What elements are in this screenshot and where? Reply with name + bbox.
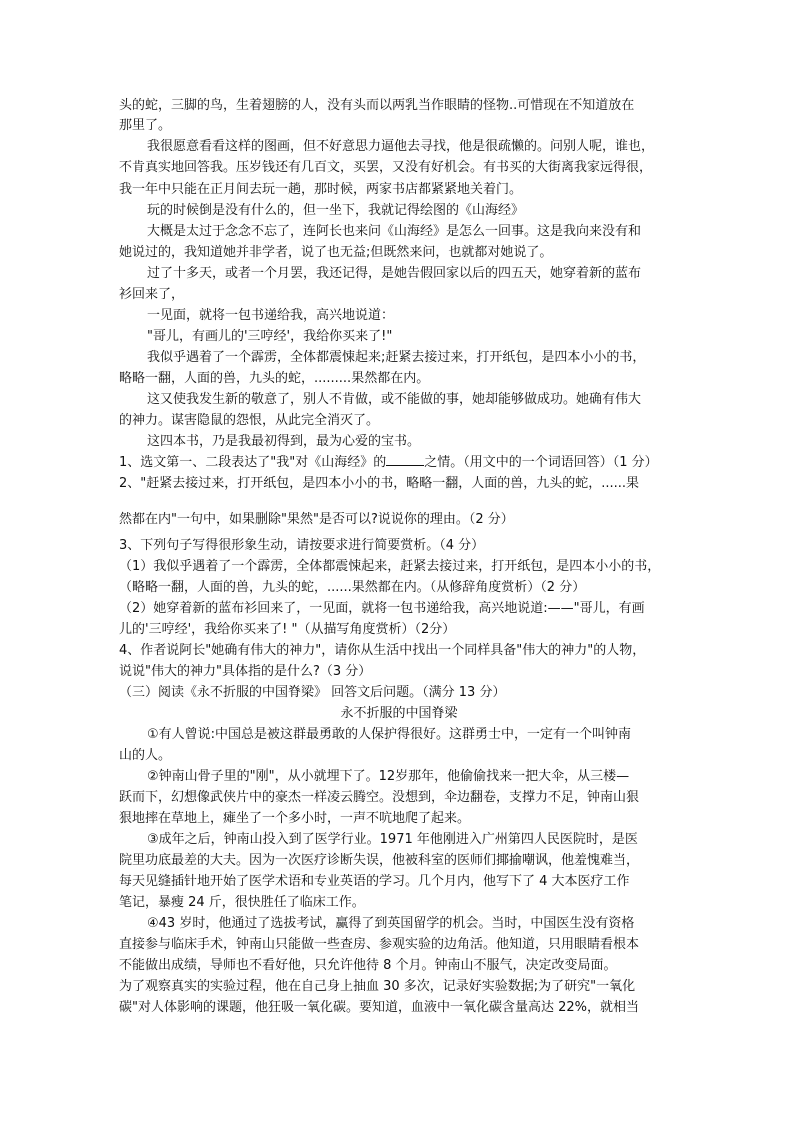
text-line: 她说过的，我知道她并非学者，说了也无益;但既然来问，也就都对她说了。 bbox=[119, 245, 553, 260]
text-line: 院里功底最差的大夫。因为一次医疗诊断失误，他被科室的医师们揶揄嘲讽，他羞愧难当， bbox=[119, 853, 640, 868]
text-line: 衫回来了， bbox=[119, 287, 185, 302]
text-line: 笔记，暴瘦 24 斤，很快胜任了临床工作。 bbox=[119, 895, 365, 910]
text-line: 不能做出成绩，导师也不看好他，只允许他待 8 个月。钟南山不服气，决定改变局面。 bbox=[119, 958, 617, 973]
text-line: 这又使我发生新的敬意了，别人不肯做，或不能做的事，她却能够做成功。她确有伟大 bbox=[147, 392, 642, 407]
text-line: 我很愿意看看这样的图画，但不好意思力逼他去寻找，他是很疏懒的。问别人呢，谁也， bbox=[147, 139, 655, 154]
answer-blank bbox=[386, 453, 424, 466]
text-line: （略略一翻，人面的兽，九头的蛇，......果然都在内。（从修辞角度赏析）（2 分） bbox=[119, 580, 586, 595]
text-line: "哥儿，有画儿的'三哼经'，我给你买来了!" bbox=[147, 329, 393, 344]
text-line: 略略一翻，人面的兽，九头的蛇，.........果然都在内。 bbox=[119, 371, 430, 386]
text-line: 头的蛇，三脚的鸟，生着翅膀的人，没有头而以两乳当作眼睛的怪物..可惜现在不知道放在 bbox=[119, 98, 635, 113]
text-line: 过了十多天，或者一个月罢，我还记得，是她告假回家以后的四五天，她穿着新的蓝布 bbox=[147, 266, 642, 281]
text-line: 每天见缝插针地开始了医学术语和专业英语的学习。几个月内，他写下了 4 大本医疗工作 bbox=[119, 874, 630, 889]
text-line: 大概是太过于念念不忘了，连阿长也来问《山海经》是怎么一回事。这是我向来没有和 bbox=[147, 224, 642, 239]
text-line: （2）她穿着新的蓝布衫回来了，一见面，就将一包书递给我，高兴地说道:——"哥儿，有画 bbox=[119, 601, 645, 616]
text-line: ③成年之后，钟南山投入到了医学行业。1971 年他刚进入广州第四人民医院时，是医 bbox=[147, 832, 638, 847]
text-line: 说说"伟大的神力"具体指的是什么?（3 分） bbox=[119, 664, 372, 679]
question-1 bbox=[119, 453, 679, 473]
section-heading: （三）阅读《永不折服的中国脊梁》 回答文后问题。（满分 13 分） bbox=[119, 685, 506, 700]
text-line: 我一年中只能在正月间去玩一趟，那时候，两家书店都紧紧地关着门。 bbox=[119, 182, 523, 197]
text-line: 跃而下，幻想像武侠片中的豪杰一样凌云腾空。没想到，伞边翻卷，支撑力不足，钟南山狠 bbox=[119, 790, 640, 805]
article-title: 永不折服的中国脊梁 bbox=[340, 706, 458, 721]
text-line: 然都在内"一句中，如果删除"果然"是否可以?说说你的理由。（2 分） bbox=[119, 512, 514, 527]
text-line: 这四本书，乃是我最初得到，最为心爱的宝书。 bbox=[147, 434, 421, 449]
text-line: 狠地摔在草地上，瘫坐了一个多小时，一声不吭地爬了起来。 bbox=[119, 811, 471, 826]
text-line: 儿的'三哼经'，我给你买来了! "（从描写角度赏析）（2分） bbox=[119, 622, 456, 637]
text-line: 为了观察真实的实验过程，他在自己身上抽血 30 多次，记录好实验数据;为了研究"一氧化 bbox=[119, 979, 636, 994]
text-line: 4、作者说阿长"她确有伟大的神力"，请你从生活中找出一个同样具备"伟大的神力"的人物， bbox=[119, 643, 646, 658]
text-line: 山的人。 bbox=[119, 748, 172, 763]
text-line: 玩的时候倒是没有什么的，但一坐下，我就记得绘图的《山海经》 bbox=[147, 203, 525, 218]
text-line: ①有人曾说:中国总是被这群最勇敢的人保护得很好。这群勇士中，一定有一个叫钟南 bbox=[147, 727, 632, 742]
text-line: 直接参与临床手术，钟南山只能做一些查房、参观实验的边角活。他知道，只用眼睛看根本 bbox=[119, 937, 640, 952]
text-line: 的神力。谋害隐鼠的怨恨，从此完全消灭了。 bbox=[119, 413, 380, 428]
text-line: 碳"对人体影响的课题，他狂吸一氧化碳。要知道，血液中一氧化碳含量高达 22%，就相当 bbox=[119, 1000, 640, 1015]
text-line: 我似乎遇着了一个霹雳，全体都震悚起来;赶紧去接过来，打开纸包，是四本小小的书， bbox=[147, 350, 646, 365]
text-line: 2、"赶紧去接过来，打开纸包，是四本小小的书，略略一翻，人面的兽，九头的蛇，......果 bbox=[119, 476, 640, 491]
text-line: （1）我似乎遇着了一个霹雳，全体都震悚起来，赶紧去接过来，打开纸包，是四本小小的书， bbox=[119, 559, 661, 574]
text-line: ②钟南山骨子里的"刚"，从小就埋下了。12岁那年，他偷偷找来一把大伞，从三楼— bbox=[147, 769, 630, 784]
text-line: 不肯真实地回答我。压岁钱还有几百文，买罢，又没有好机会。有书买的大街离我家远得很， bbox=[119, 160, 653, 175]
question-1-tail: 之情。（用文中的一个词语回答）（1 分） bbox=[424, 455, 658, 470]
text-line: ④43 岁时，他通过了选拔考试，赢得了到英国留学的机会。当时，中国医生没有资格 bbox=[147, 916, 635, 931]
text-line: 那里了。 bbox=[119, 118, 172, 133]
question-1-text: 1、选文第一、二段表达了"我"对《山海经》的 bbox=[119, 455, 387, 470]
text-line: 一见面，就将一包书递给我，高兴地说道： bbox=[147, 308, 395, 323]
text-line: 3、下列句子写得很形象生动，请按要求进行简要赏析。（4 分） bbox=[119, 538, 485, 553]
